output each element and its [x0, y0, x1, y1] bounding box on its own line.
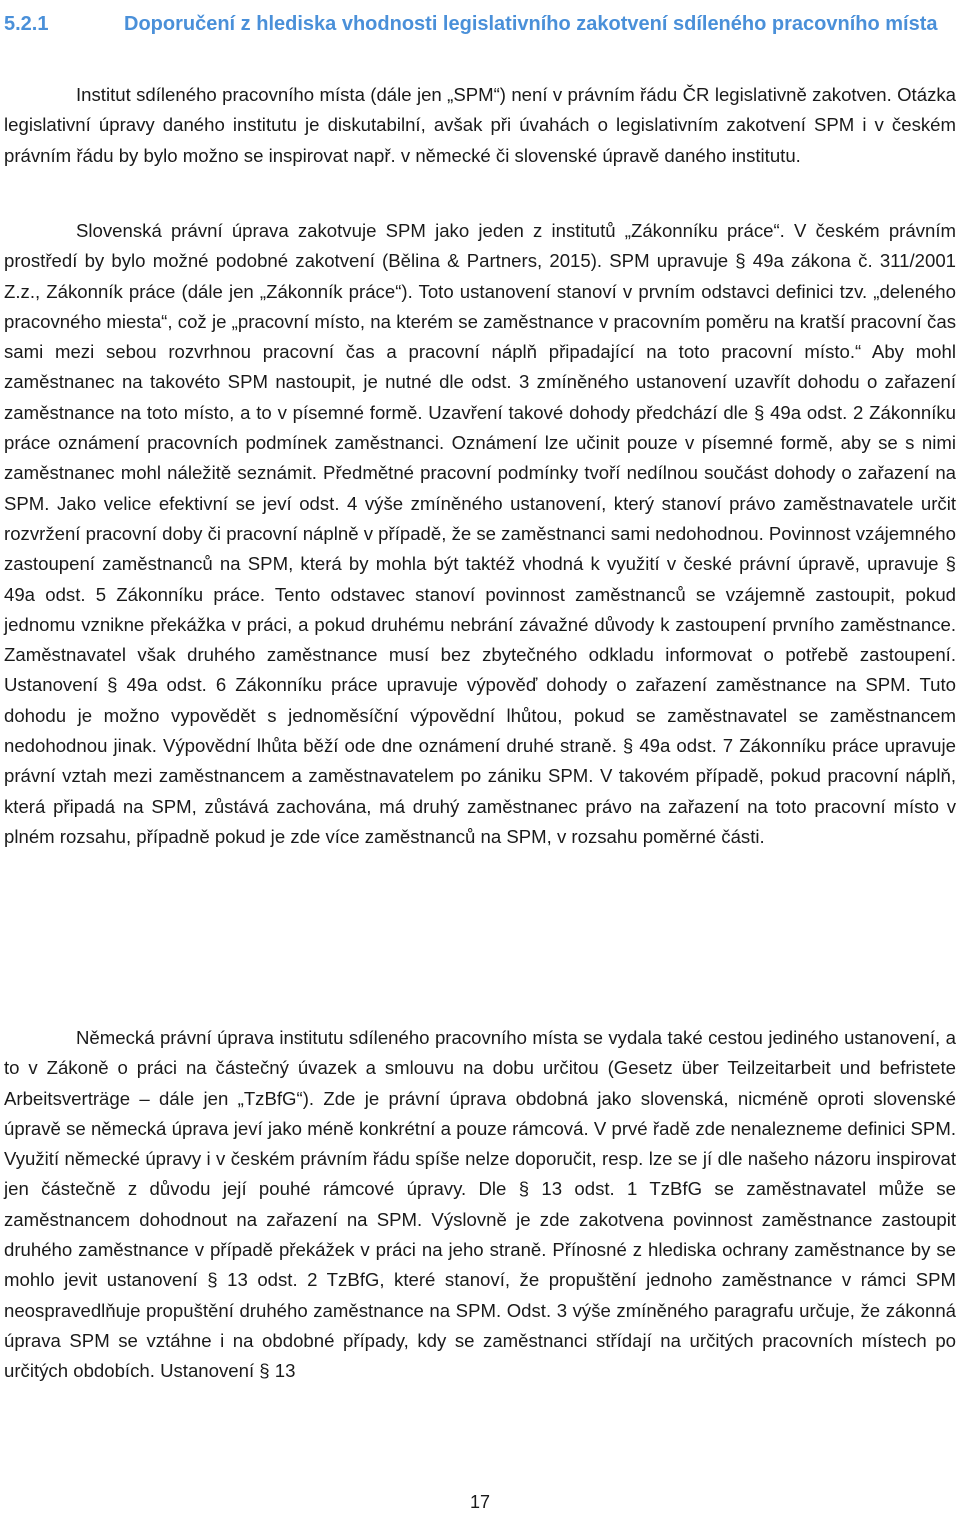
section-number: 5.2.1 — [4, 13, 49, 35]
body-paragraph: Slovenská právní úprava zakotvuje SPM jako jeden z institutů „Zákonníku práce“. V českém právním prostředí by bylo možné podobné zakotvení (Bělina & Partners, 2015). SPM upravuje § 49a zákona č. 311/2001 Z.z., Zákonník práce (dále jen „Zákonník práce“). Toto ustanovení stanoví v prvním odstavci definici tzv. „deleného pracovného miesta“, což je „pracovní místo, na kterém se zaměstnance v pracovním poměru na kratší pracovní čas sami mezi sebou rozvrhnou pracovní čas a pracovní náplň připadající na toto pracovní místo.“ Aby mohl zaměstnanec na takovéto SPM nastoupit, je nutné dle odst. 3 zmíněného ustanovení uzavřít dohodu o zařazení zaměstnance na toto místo, a to v písemné formě. Uzavření takové dohody předchází dle § 49a odst. 2 Zákonníku práce oznámení pracovních podmínek zaměstnanci. Oznámení lze učinit pouze v písemné formě, aby se s nimi zaměstnanec mohl náležitě seznámit. Předmětné pracovní podmínky tvoří nedílnou součást dohody o zařazení na SPM. Jako velice efektivní se jeví odst. 4 výše zmíněného ustanovení, který stanoví právo zaměstnavatele určit rozvržení pracovní doby či pracovní náplně v případě, že se zaměstnanci sami nedohodnou. Povinnost vzájemného zastoupení zaměstnanců na SPM, která by mohla být taktéž vhodná k využití v české právní úpravě, upravuje § 49a odst. 5 Zákonníku práce. Tento odstavec stanoví povinnost zaměstnanců se vzájemně zastoupit, pokud jednomu vznikne překážka v práci, a pokud druhému nebrání závažné důvody k zastoupení prvního zaměstnance. Zaměstnavatel však druhého zaměstnance musí bez zbytečného odkladu informovat o potřebě zastoupení. Ustanovení § 49a odst. 6 Zákonníku práce upravuje výpověď dohody o zařazení zaměstnance na SPM. Tuto dohodu je možno vypovědět s jednoměsíční výpovědní lhůtou, pokud se zaměstnavatel se zaměstnancem nedohodnou jinak. Výpovědní lhůta běží ode dne oznámení druhé straně. § 49a odst. 7 Zákonníku práce upravuje právní vztah mezi zaměstnancem a zaměstnavatelem po zániku SPM. V takovém případě, pokud pracovní náplň, která připadá na SPM, zůstává zachována, má druhý zaměstnanec právo na zařazení na toto pracovní místo v plném rozsahu, případně pokud je zde více zaměstnanců na SPM, v rozsahu poměrné části. — [4, 220, 956, 847]
section-heading — [4, 4, 956, 44]
body-paragraph: Institut sdíleného pracovního místa (dále jen „SPM“) není v právním řádu ČR legislativně zakotven. Otázka legislativní úpravy daného institutu je diskutabilní, avšak při úvahách o legislativním zakotvení SPM i v českém právním řádu by bylo možno se inspirovat např. v německé či slovenské úpravě daného institutu. — [4, 84, 956, 166]
body-paragraph-3-block — [4, 1023, 956, 1387]
body-paragraph: Německá právní úprava institutu sdíleného pracovního místa se vydala také cestou jediného ustanovení, a to v Zákoně o práci na částečný úvazek a smlouvu na dobu určitou (Gesetz über Teilzeitarbeit und befristete Arbeitsverträge – dále jen „TzBfG“). Zde je právní úprava obdobná jako slovenská, nicméně oproti slovenské úpravě se německá úprava jeví jako méně konkrétní a pouze rámcová. V prvé řadě zde nenalezneme definici SPM. Využití německé úpravy i v českém právním řádu spíše nelze doporučit, resp. lze se jí dle našeho názoru inspirovat jen částečně z důvodu její pouhé rámcové úpravy. Dle § 13 odst. 1 TzBfG se zaměstnavatel může se zaměstnancem dohodnout na zařazení na SPM. Výslovně je zde zakotvena povinnost zaměstnance zastoupit druhého zaměstnance v případě překážek v práci na jeho straně. Přínosné z hlediska ochrany zaměstnance by se mohlo jevit ustanovení § 13 odst. 2 TzBfG, které stanoví, že propuštění jednoho zaměstnance v rámci SPM neospravedlňuje propuštění druhého zaměstnance na SPM. Odst. 3 výše zmíněného paragrafu určuje, že zákonná úprava SPM se vztáhne i na obdobné případy, kdy se zaměstnanci střídají na určitých pracovních místech po určitých obdobích. Ustanovení § 13 — [4, 1027, 956, 1382]
body-paragraph-1-block — [4, 80, 956, 171]
body-paragraph-2-block — [4, 216, 956, 852]
page-number: 17 — [469, 1492, 491, 1512]
section-title: Doporučení z hlediska vhodnosti legislativního zakotvení sdíleného pracovního místa — [124, 13, 938, 35]
